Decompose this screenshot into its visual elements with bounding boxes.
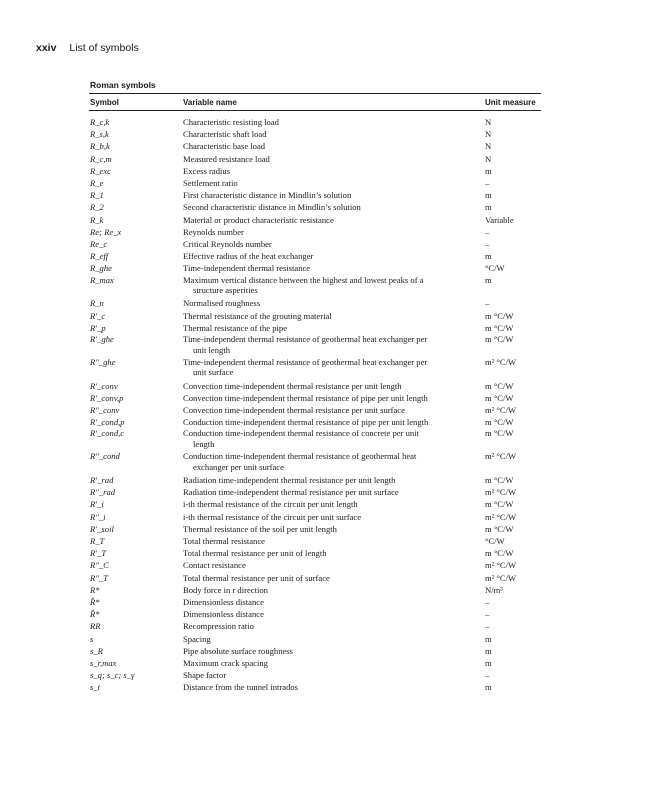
variable-name-text: Convection time-independent thermal resistance of pipe per unit length <box>183 392 428 403</box>
variable-name-cell <box>183 559 485 571</box>
variable-name-cell <box>183 357 485 378</box>
symbol-cell: R′_conv,p <box>90 392 124 403</box>
table-row <box>89 334 541 357</box>
table-row <box>89 498 541 510</box>
variable-name-cell <box>183 140 485 152</box>
variable-name-cell <box>183 645 485 657</box>
variable-name-cell <box>183 238 485 250</box>
symbol-cell: R′_rad <box>90 474 114 485</box>
symbol-cell: R_1 <box>90 190 104 201</box>
symbol-cell: R_max <box>90 274 114 285</box>
variable-name-text: Time-independent thermal resistance of geothermal heat exchanger per <box>183 356 428 367</box>
variable-name-text: Pipe absolute surface roughness <box>183 645 294 656</box>
table-row <box>89 474 541 486</box>
unit-cell: m °C/W <box>485 322 514 333</box>
unit-cell: m °C/W <box>485 334 514 345</box>
table-row <box>89 214 541 226</box>
table-header <box>89 93 541 111</box>
unit-cell: m² °C/W <box>485 560 517 571</box>
table-row <box>89 451 541 474</box>
variable-name-cell <box>183 547 485 559</box>
variable-name-cell <box>183 681 485 693</box>
variable-name-text: Conduction time-independent thermal resistance of geothermal heat <box>183 451 417 462</box>
symbol-cell: R″_C <box>90 560 109 571</box>
symbol-cell: R_e <box>90 178 104 189</box>
variable-name-cell <box>183 608 485 620</box>
table-row <box>89 392 541 404</box>
unit-cell: N <box>485 141 492 152</box>
unit-cell: m °C/W <box>485 474 514 485</box>
table-row <box>89 201 541 213</box>
table-row <box>89 226 541 238</box>
unit-cell: m °C/W <box>485 380 514 391</box>
table-row <box>89 547 541 559</box>
unit-cell: m <box>485 202 492 213</box>
variable-name-text: Radiation time-independent thermal resistance per unit surface <box>183 487 399 498</box>
table-row <box>89 238 541 250</box>
variable-name-cell <box>183 275 485 296</box>
table-row <box>89 116 541 128</box>
variable-name-text: Effective radius of the heat exchanger <box>183 251 314 262</box>
variable-name-continuation: unit surface <box>193 367 234 378</box>
symbol-cell: R″_ghe <box>90 356 116 367</box>
symbol-cell: R′_cond,p <box>90 417 125 428</box>
symbol-cell: s_R <box>90 645 103 656</box>
unit-cell: m² °C/W <box>485 572 517 583</box>
variable-name-cell <box>183 250 485 262</box>
variable-name-text: i-th thermal resistance of the circuit per unit length <box>183 499 358 510</box>
variable-name-cell <box>183 451 485 472</box>
running-header <box>36 42 139 54</box>
unit-cell: m <box>485 633 492 644</box>
symbol-cell: Re_c <box>90 239 108 250</box>
table-row <box>89 165 541 177</box>
variable-name-cell <box>183 322 485 334</box>
symbol-cell: R_2 <box>90 202 104 213</box>
unit-cell: – <box>485 670 490 681</box>
variable-name-text: Thermal resistance of the grouting material <box>183 310 332 321</box>
variable-name-cell <box>183 633 485 645</box>
variable-name-text: Characteristic shaft load <box>183 129 267 140</box>
unit-cell: m <box>485 682 492 693</box>
variable-name-text: Critical Reynolds number <box>183 239 272 250</box>
symbol-cell: R′_soil <box>90 523 114 534</box>
variable-name-cell <box>183 310 485 322</box>
unit-cell: m <box>485 658 492 669</box>
variable-name-cell <box>183 153 485 165</box>
unit-cell: °C/W <box>485 535 505 546</box>
unit-cell: m² °C/W <box>485 451 517 462</box>
table-row <box>89 140 541 152</box>
unit-cell: N <box>485 153 492 164</box>
symbol-cell: R′_p <box>90 322 106 333</box>
variable-name-text: Thermal resistance of the soil per unit length <box>183 523 337 534</box>
unit-cell: Variable <box>485 214 514 225</box>
unit-cell: m <box>485 165 492 176</box>
symbol-cell: s_q; s_c; s_γ <box>90 670 135 681</box>
variable-name-cell <box>183 334 485 355</box>
column-header-unit: Unit measure <box>485 98 536 107</box>
symbol-cell: R_eff <box>90 251 109 262</box>
unit-cell: m² °C/W <box>485 356 517 367</box>
table-body <box>89 111 541 694</box>
symbol-cell: R″_i <box>90 511 106 522</box>
table-row <box>89 275 541 298</box>
table-row <box>89 128 541 140</box>
unit-cell: – <box>485 226 490 237</box>
unit-cell: m °C/W <box>485 310 514 321</box>
symbol-cell: R′_i <box>90 499 104 510</box>
table-row <box>89 633 541 645</box>
symbol-cell: R_k <box>90 214 104 225</box>
table-row <box>89 535 541 547</box>
variable-name-text: Contact resistance <box>183 560 246 571</box>
unit-cell: – <box>485 621 490 632</box>
variable-name-text: Conduction time-independent thermal resistance of pipe per unit length <box>183 417 429 428</box>
variable-name-cell <box>183 596 485 608</box>
symbol-cell: s_t <box>90 682 101 693</box>
table-row <box>89 486 541 498</box>
variable-name-text: Measured resistance load <box>183 153 270 164</box>
table-row <box>89 620 541 632</box>
variable-name-cell <box>183 201 485 213</box>
column-header-symbol: Symbol <box>90 98 119 107</box>
variable-name-text: Convection time-independent thermal resistance per unit surface <box>183 405 405 415</box>
table-row <box>89 657 541 669</box>
variable-name-cell <box>183 416 485 428</box>
unit-cell: m °C/W <box>485 523 514 534</box>
symbol-cell: R′_conv <box>90 380 118 391</box>
variable-name-text: Material or product characteristic resistance <box>183 214 334 225</box>
table-row <box>89 559 541 571</box>
table-row <box>89 153 541 165</box>
variable-name-text: Time-independent thermal resistance of geothermal heat exchanger per <box>183 334 428 345</box>
variable-name-text: Characteristic resisting load <box>183 117 279 127</box>
variable-name-cell <box>183 226 485 238</box>
variable-name-cell <box>183 392 485 404</box>
symbol-cell: R_n <box>90 298 104 309</box>
table-row <box>89 297 541 309</box>
symbol-cell: R̂* <box>90 609 100 620</box>
symbol-cell: Re; Re_x <box>90 226 122 237</box>
unit-cell: m <box>485 190 492 201</box>
variable-name-text: Dimensionless distance <box>183 597 264 607</box>
symbol-cell: R_ghe <box>90 263 112 274</box>
variable-name-cell <box>183 572 485 584</box>
unit-cell: N <box>485 129 492 140</box>
variable-name-cell <box>183 486 485 498</box>
table-row <box>89 681 541 693</box>
symbol-cell: R* <box>90 584 100 595</box>
variable-name-text: Excess radius <box>183 165 231 176</box>
symbol-cell: R_s,k <box>90 129 109 140</box>
column-header-variable-name: Variable name <box>183 98 237 107</box>
variable-name-text: Spacing <box>183 633 211 644</box>
unit-cell: N <box>485 117 492 127</box>
variable-name-text: Body force in r direction <box>183 584 268 595</box>
variable-name-cell <box>183 474 485 486</box>
variable-name-text: Time-independent thermal resistance <box>183 263 311 274</box>
symbol-cell: R′_T <box>90 548 107 559</box>
table-row <box>89 322 541 334</box>
variable-name-continuation: unit length <box>193 344 230 355</box>
table-row <box>89 584 541 596</box>
unit-cell: – <box>485 298 490 309</box>
table-row <box>89 511 541 523</box>
variable-name-text: Convection time-independent thermal resistance per unit length <box>183 380 402 391</box>
table-row <box>89 608 541 620</box>
table-row <box>89 572 541 584</box>
variable-name-continuation: exchanger per unit surface <box>193 461 284 472</box>
variable-name-text: Shape factor <box>183 670 227 681</box>
table-row <box>89 645 541 657</box>
table-row <box>89 428 541 451</box>
symbol-cell: R_T <box>90 535 105 546</box>
variable-name-cell <box>183 380 485 392</box>
variable-name-cell <box>183 189 485 201</box>
unit-cell: – <box>485 239 490 250</box>
variable-name-text: i-th thermal resistance of the circuit per unit surface <box>183 511 362 522</box>
variable-name-text: Recompression ratio <box>183 621 254 632</box>
unit-cell: m² °C/W <box>485 405 517 415</box>
unit-cell: – <box>485 597 490 607</box>
table-row <box>89 177 541 189</box>
unit-cell: m² °C/W <box>485 511 517 522</box>
variable-name-text: Total thermal resistance <box>183 535 265 546</box>
variable-name-cell <box>183 523 485 535</box>
symbol-cell: R′_c <box>90 310 106 321</box>
variable-name-text: Total thermal resistance per unit of surface <box>183 572 330 583</box>
variable-name-cell <box>183 657 485 669</box>
table-row <box>89 416 541 428</box>
variable-name-cell <box>183 262 485 274</box>
unit-cell: – <box>485 609 490 620</box>
unit-cell: m °C/W <box>485 499 514 510</box>
symbol-cell: R_c,k <box>90 117 110 127</box>
symbol-cell: R′_cond,c <box>90 428 125 439</box>
variable-name-cell <box>183 511 485 523</box>
symbol-cell: R″_cond <box>90 451 120 462</box>
table-row <box>89 596 541 608</box>
variable-name-cell <box>183 297 485 309</box>
unit-cell: m °C/W <box>485 392 514 403</box>
table-row <box>89 357 541 380</box>
unit-cell: – <box>485 178 490 189</box>
section-title: Roman symbols <box>90 80 156 90</box>
variable-name-text: Normalised roughness <box>183 298 261 309</box>
symbol-cell: R_b,k <box>90 141 110 152</box>
variable-name-continuation: structure asperities <box>193 285 258 296</box>
table-row <box>89 380 541 392</box>
variable-name-text: Maximum crack spacing <box>183 658 268 669</box>
variable-name-cell <box>183 669 485 681</box>
unit-cell: m <box>485 251 492 262</box>
table-row <box>89 189 541 201</box>
unit-cell: m² °C/W <box>485 487 517 498</box>
unit-cell: m <box>485 274 492 285</box>
symbol-cell: R″_conv <box>90 405 120 415</box>
running-title: List of symbols <box>69 42 139 54</box>
symbol-cell: s <box>90 633 94 644</box>
table-row <box>89 404 541 416</box>
variable-name-cell <box>183 116 485 128</box>
variable-name-text: Maximum vertical distance between the highest and lowest peaks of a <box>183 274 424 285</box>
table-row <box>89 310 541 322</box>
symbol-cell: s_r,max <box>90 658 117 669</box>
variable-name-text: Dimensionless distance <box>183 609 264 620</box>
variable-name-cell <box>183 177 485 189</box>
variable-name-cell <box>183 498 485 510</box>
variable-name-cell <box>183 165 485 177</box>
symbol-cell: RR <box>90 621 101 632</box>
unit-cell: m °C/W <box>485 428 514 439</box>
table-row <box>89 669 541 681</box>
variable-name-cell <box>183 535 485 547</box>
unit-cell: °C/W <box>485 263 505 274</box>
variable-name-text: Second characteristic distance in Mindlin’s solution <box>183 202 361 213</box>
variable-name-cell <box>183 584 485 596</box>
variable-name-continuation: length <box>193 439 215 449</box>
variable-name-cell <box>183 128 485 140</box>
symbol-cell: R″_rad <box>90 487 116 498</box>
variable-name-text: Characteristic base load <box>183 141 266 152</box>
variable-name-cell <box>183 620 485 632</box>
symbol-cell: R̂* <box>90 597 100 607</box>
variable-name-text: Settlement ratio <box>183 178 238 189</box>
variable-name-text: Total thermal resistance per unit of length <box>183 548 327 559</box>
unit-cell: m <box>485 645 492 656</box>
table-row <box>89 250 541 262</box>
symbol-cell: R″_T <box>90 572 108 583</box>
variable-name-cell <box>183 214 485 226</box>
variable-name-text: Distance from the tunnel intrados <box>183 682 299 693</box>
page-number: xxiv <box>36 42 57 54</box>
variable-name-cell <box>183 428 485 449</box>
symbol-cell: R′_ghe <box>90 334 114 345</box>
symbols-table <box>89 93 541 694</box>
unit-cell: m °C/W <box>485 548 514 559</box>
symbol-cell: R_exc <box>90 165 111 176</box>
variable-name-text: Thermal resistance of the pipe <box>183 322 288 333</box>
unit-cell: N/m³ <box>485 584 503 595</box>
variable-name-text: First characteristic distance in Mindlin’s solution <box>183 190 352 201</box>
variable-name-text: Radiation time-independent thermal resistance per unit length <box>183 474 396 485</box>
variable-name-cell <box>183 404 485 416</box>
table-row <box>89 523 541 535</box>
table-row <box>89 262 541 274</box>
variable-name-text: Reynolds number <box>183 226 244 237</box>
unit-cell: m °C/W <box>485 417 514 428</box>
variable-name-text: Conduction time-independent thermal resistance of concrete per unit <box>183 428 420 439</box>
symbol-cell: R_c,m <box>90 153 112 164</box>
